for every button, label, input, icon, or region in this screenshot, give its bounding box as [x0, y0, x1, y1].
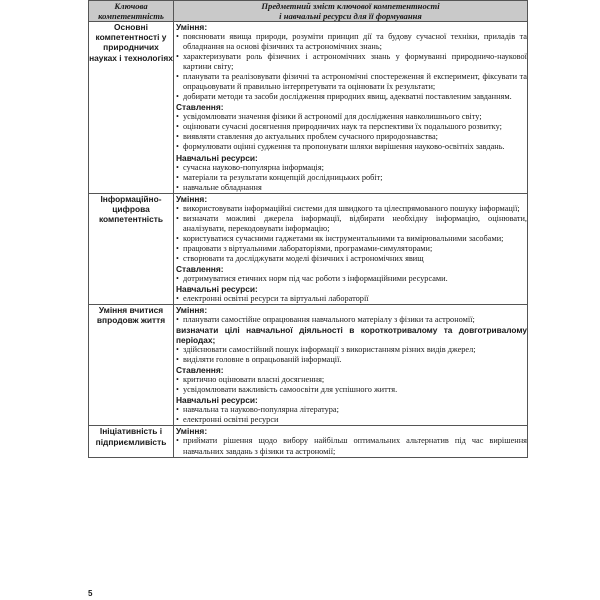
section-title: Уміння:: [176, 305, 208, 316]
header-competency: [89, 1, 174, 22]
competency-name: Інформаційно-цифрова компетентність: [98, 193, 164, 225]
list-item: • працювати з віртуальними лабораторіями, програмами-симуляторами;: [174, 244, 527, 254]
competency-name: Ініціативність і підприємливість: [95, 426, 167, 447]
table-row: [89, 426, 528, 457]
list-item: • електронні освітні ресурси: [174, 415, 527, 425]
table-row: [89, 305, 528, 426]
section-list: [174, 294, 527, 304]
list-item: • виділяти головне в опрацьованій інформації.: [174, 355, 527, 365]
content-cell: [174, 193, 528, 304]
section-title: Навчальні ресурси:: [176, 152, 258, 163]
list-item: • пояснювати явища природи, розуміти принцип дії та будову сучасної техніки, приладів та обладнання на основі фізичних та астрономічних знань;: [174, 32, 527, 52]
list-item: • усвідомлювати важливість самоосвіти для успішного життя.: [174, 385, 527, 395]
section-title: Ставлення:: [176, 102, 224, 113]
header-content-line2: і навчальні ресурси для її формування: [279, 11, 422, 21]
section-title: Ставлення:: [176, 263, 224, 274]
list-item: • критично оцінювати власні досягнення;: [174, 375, 527, 385]
list-item: визначати цілі навчальної діяльності в короткотривалому та довготривалому періодах;: [176, 325, 527, 346]
list-item: • навчальне обладнання: [174, 183, 527, 193]
section-title: Уміння:: [176, 426, 208, 437]
document-page: [88, 0, 528, 458]
list-item: • здійснювати самостійний пошук інформації з використанням різних видів джерел;: [174, 345, 527, 355]
section-list: [174, 163, 527, 193]
section-list: [174, 436, 527, 456]
competency-name: Уміння вчитися впродовж життя: [96, 305, 166, 326]
competency-cell: [89, 22, 174, 194]
table-header-row: [89, 1, 528, 22]
header-content: [174, 1, 528, 22]
list-item: • добирати методи та засоби дослідження природних явищ, адекватні поставленим завданням.: [174, 92, 527, 102]
content-cell: [174, 305, 528, 426]
content-cell: [174, 22, 528, 194]
section-list: [174, 315, 527, 365]
section-list: [174, 405, 527, 425]
section-title: Уміння:: [176, 193, 208, 204]
table-row: [89, 22, 528, 194]
header-competency-label: Ключова компетентність: [98, 1, 164, 21]
list-item: • характеризувати роль фізичних і астрономічних знань у формуванні природничо-наукової картини світу;: [174, 52, 527, 72]
list-item: • матеріали та результати концепцій дослідницьких робіт;: [174, 173, 527, 183]
section-list: [174, 274, 527, 284]
list-item: • формулювати оцінні судження та пропонувати шляхи вирішення науково-освітніх завдань.: [174, 142, 527, 152]
section-title: Навчальні ресурси:: [176, 395, 258, 406]
list-item: • використовувати інформаційні системи для швидкого та цілеспрямованого пошуку інформації;: [174, 204, 527, 214]
list-item: • визначати можливі джерела інформації, відбирати необхідну інформацію, оцінювати, аналізувати, перекодовувати інформацію;: [174, 214, 527, 234]
table-body: [89, 22, 528, 458]
header-content-line1: Предметний зміст ключової компетентності: [261, 1, 440, 11]
page-number: 5: [88, 589, 93, 598]
section-list: [174, 32, 527, 102]
content-cell: [174, 426, 528, 457]
list-item: • виявляти ставлення до актуальних проблем сучасного природознавства;: [174, 132, 527, 142]
list-item: • дотримуватися етичних норм під час роботи з інформаційними ресурсами.: [174, 274, 527, 284]
list-item: • планувати та реалізовувати фізичні та астрономічні спостереження й експеримент, фіксувати та опрацьовувати й правильно інтерпретувати та оцінювати їх результати;: [174, 72, 527, 92]
list-item: • електронні освітні ресурси та віртуальні лабораторії: [174, 294, 527, 304]
section-title: Ставлення:: [176, 365, 224, 376]
competency-cell: [89, 426, 174, 457]
section-list: [174, 204, 527, 264]
competency-name: Основні компетентності у природничих науках і технологіях: [89, 22, 173, 63]
list-item: • створювати та досліджувати моделі фізичних і астрономічних явищ: [174, 254, 527, 264]
section-list: [174, 375, 527, 395]
section-list: [174, 112, 527, 152]
list-item: • планувати самостійне опрацювання навчального матеріалу з фізики та астрономії;: [174, 315, 527, 325]
list-item: • оцінювати сучасні досягнення природничих наук та перспективи їх подальшого розвитку;: [174, 122, 527, 132]
section-title: Уміння:: [176, 22, 208, 32]
list-item: • усвідомлювати значення фізики й астрономії для дослідження навколишнього світу;: [174, 112, 527, 122]
table-row: [89, 193, 528, 304]
list-item: • навчальна та науково-популярна література;: [174, 405, 527, 415]
section-title: Навчальні ресурси:: [176, 283, 258, 294]
list-item: • приймати рішення щодо вибору найбільш оптимальних альтернатив під час вирішення навчальних завдань з фізики та астрономії;: [174, 436, 527, 456]
competency-cell: [89, 193, 174, 304]
list-item: • користуватися сучасними гаджетами як інструментальними та вимірювальними засобами;: [174, 234, 527, 244]
competency-cell: [89, 305, 174, 426]
competency-table: [88, 0, 528, 458]
list-item: • сучасна науково-популярна інформація;: [174, 163, 527, 173]
